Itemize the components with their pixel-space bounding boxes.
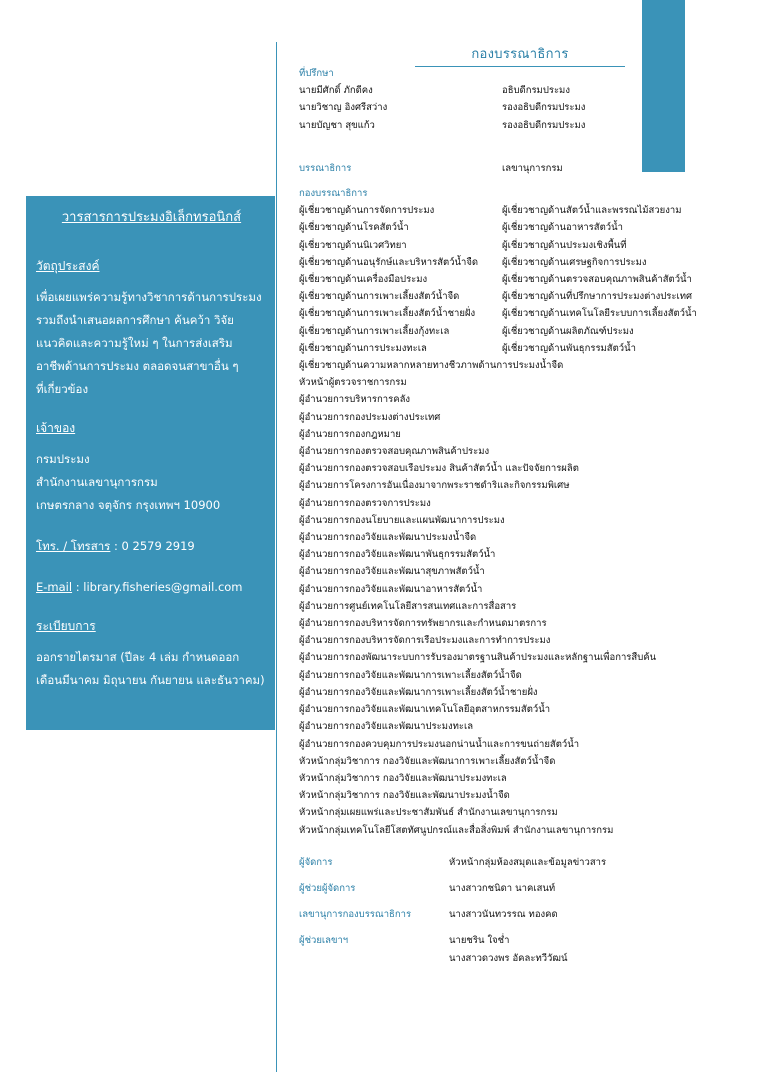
staff-row: เลขานุการกองบรรณาธิการ นางสาวนันทวรรณ ทองคด bbox=[299, 909, 558, 920]
board-member-line: ผู้อำนวยการกองวิจัยและพัฒนาสุขภาพสัตว์น้ำ bbox=[299, 566, 485, 578]
objective-heading: วัตถุประสงค์ bbox=[36, 259, 100, 273]
editor-value: เลขานุการกรม bbox=[502, 163, 563, 174]
info-sidebar bbox=[26, 196, 275, 730]
board-member-line: ผู้อำนวยการกองกฎหมาย bbox=[299, 428, 401, 440]
objective-text: เพื่อเผยแพร่ความรู้ทางวิชาการด้านการประมง รวมถึงนำเสนอผลการศึกษา ค้นคว้า วิจัย แนวคิดและความรู้ใหม่ ๆ ในการส่งเสริม อาชีพด้านการประมง ตลอดจนสาขาอื่น ๆ ที่เกี่ยวข้อง bbox=[36, 290, 262, 396]
board-member-line: ผู้เชี่ยวชาญด้านความหลากหลายทางชีวภาพด้านการประมงน้ำจืด bbox=[299, 360, 564, 372]
page-title: กองบรรณาธิการ bbox=[471, 47, 569, 62]
board-member-line: ผู้อำนวยการกองบริหารจัดการทรัพยากรและกำหนดมาตรการ bbox=[299, 618, 547, 630]
board-singles bbox=[299, 357, 697, 839]
board-section bbox=[299, 185, 697, 839]
board-member-line: หัวหน้าผู้ตรวจราชการกรม bbox=[299, 377, 407, 389]
advisor-row: นายบัญชา สุขแก้ว รองอธิบดีกรมประมง bbox=[299, 119, 586, 131]
board-member-line: หัวหน้ากลุ่มเทคโนโลยีโสตทัศนูปกรณ์และสื่อสิ่งพิมพ์ สำนักงานเลขานุการกรม bbox=[299, 824, 614, 836]
owner-heading: เจ้าของ bbox=[36, 421, 76, 435]
advisor-row: นายมีศักดิ์ ภักดีคง อธิบดีกรมประมง bbox=[299, 85, 570, 97]
board-pair-row: ผู้เชี่ยวชาญด้านโรคสัตว์น้ำ ผู้เชี่ยวชาญด้านอาหารสัตว์น้ำ bbox=[299, 222, 623, 234]
top-accent-block bbox=[642, 0, 685, 172]
board-member-line: ผู้อำนวยการกองวิจัยและพัฒนาเทคโนโลยีอุตสาหกรรมสัตว์น้ำ bbox=[299, 704, 551, 716]
board-member-line: หัวหน้ากลุ่มวิชาการ กองวิจัยและพัฒนาการเพาะเลี้ยงสัตว์น้ำจืด bbox=[299, 755, 556, 767]
vertical-divider bbox=[276, 42, 277, 1072]
board-member-line: ผู้อำนวยการกองตรวจสอบคุณภาพสินค้าประมง bbox=[299, 446, 490, 458]
board-pair-row: ผู้เชี่ยวชาญด้านเครื่องมือประมง ผู้เชี่ยวชาญด้านตรวจสอบคุณภาพสินค้าสัตว์น้ำ bbox=[299, 274, 692, 286]
email-label: E-mail bbox=[36, 580, 73, 594]
board-member-line: ผู้อำนวยการกองวิจัยและพัฒนาอาหารสัตว์น้ำ bbox=[299, 583, 483, 595]
advisors-label: ที่ปรึกษา bbox=[299, 68, 334, 79]
board-pair-row: ผู้เชี่ยวชาญด้านอนุรักษ์และบริหารสัตว์น้ำจืด ผู้เชี่ยวชาญด้านเศรษฐกิจการประมง bbox=[299, 256, 647, 268]
board-pair-row: ผู้เชี่ยวชาญด้านการประมงทะเล ผู้เชี่ยวชาญด้านพันธุกรรมสัตว์น้ำ bbox=[299, 342, 636, 354]
board-member-line: ผู้อำนวยการกองนโยบายและแผนพัฒนาการประมง bbox=[299, 514, 505, 526]
board-member-line: ผู้อำนวยการบริหารการคลัง bbox=[299, 394, 411, 406]
board-pairs bbox=[299, 202, 697, 357]
board-pair-row: ผู้เชี่ยวชาญด้านการเพาะเลี้ยงกุ้งทะเล ผู้เชี่ยวชาญด้านผลิตภัณฑ์ประมง bbox=[299, 325, 634, 337]
board-pair-row: ผู้เชี่ยวชาญด้านนิเวศวิทยา ผู้เชี่ยวชาญด้านประมงเชิงพื้นที่ bbox=[299, 239, 627, 251]
board-member-line: หัวหน้ากลุ่มวิชาการ กองวิจัยและพัฒนาประมงทะเล bbox=[299, 772, 507, 784]
board-member-line: ผู้อำนวยการกองพัฒนาระบบการรับรองมาตรฐานสินค้าประมงและหลักฐานเพื่อการสืบค้น bbox=[299, 652, 657, 664]
staff-row: ผู้ช่วยผู้จัดการ นางสาวกชนิดา นาคเสนท์ bbox=[299, 883, 556, 894]
board-member-line: หัวหน้ากลุ่มเผยแพร่และประชาสัมพันธ์ สำนักงานเลขานุการกรม bbox=[299, 807, 558, 819]
board-member-line: ผู้อำนวยการศูนย์เทคโนโลยีสารสนเทศและการสื่อสาร bbox=[299, 600, 517, 612]
board-pair-row: ผู้เชี่ยวชาญด้านการเพาะเลี้ยงสัตว์น้ำจืด ผู้เชี่ยวชาญด้านที่ปรึกษาการประมงต่างประเทศ bbox=[299, 291, 693, 303]
staff-row: ผู้จัดการ หัวหน้ากลุ่มห้องสมุดและข้อมูลข่าวสาร bbox=[299, 857, 607, 868]
staff-row: ผู้ช่วยเลขาฯ นายชริน ใจช่ำ bbox=[299, 935, 510, 946]
schedule-heading: ระเบียบการ bbox=[36, 619, 96, 633]
advisors-section bbox=[299, 65, 585, 134]
board-pair-row: ผู้เชี่ยวชาญด้านการเพาะเลี้ยงสัตว์น้ำชายฝั่ง ผู้เชี่ยวชาญด้านเทคโนโลยีระบบการเลี้ยงสัตว์น้ำ bbox=[299, 308, 697, 320]
board-member-line: ผู้อำนวยการกองบริหารจัดการเรือประมงและการทำการประมง bbox=[299, 635, 551, 647]
email-value: : library.fisheries@gmail.com bbox=[72, 580, 243, 594]
board-member-line: ผู้อำนวยการกองวิจัยและพัฒนาพันธุกรรมสัตว์น้ำ bbox=[299, 549, 496, 561]
advisor-row: นายวิชาญ อิงศรีสว่าง รองอธิบดีกรมประมง bbox=[299, 102, 586, 114]
editor-label: บรรณาธิการ bbox=[299, 163, 352, 174]
board-member-line: ผู้อำนวยการกองวิจัยและพัฒนาประมงทะเล bbox=[299, 721, 474, 733]
board-member-line: ผู้อำนวยการกองควบคุมการประมงนอกน่านน้ำและการขนถ่ายสัตว์น้ำ bbox=[299, 738, 580, 750]
phone-value: : 0 2579 2919 bbox=[110, 539, 195, 553]
board-label: กองบรรณาธิการ bbox=[299, 188, 368, 199]
board-member-line: หัวหน้ากลุ่มวิชาการ กองวิจัยและพัฒนาประมงน้ำจืด bbox=[299, 790, 510, 802]
board-member-line: ผู้อำนวยการกองวิจัยและพัฒนาการเพาะเลี้ยงสัตว์น้ำจืด bbox=[299, 669, 522, 681]
board-member-line: ผู้อำนวยการโครงการอันเนื่องมาจากพระราชดำริและกิจกรรมพิเศษ bbox=[299, 480, 570, 492]
staff-section bbox=[299, 850, 606, 972]
board-pair-row: ผู้เชี่ยวชาญด้านการจัดการประมง ผู้เชี่ยวชาญด้านสัตว์น้ำและพรรณไม้สวยงาม bbox=[299, 205, 682, 217]
schedule-text: ออกรายไตรมาส (ปีละ 4 เล่ม กำหนดออก เดือนมีนาคม มิถุนายน กันยายน และธันวาคม) bbox=[36, 650, 265, 687]
board-member-line: ผู้อำนวยการกองตรวจการประมง bbox=[299, 497, 431, 509]
staff-row: นางสาวดวงพร อัคละทวีวัฒน์ bbox=[449, 953, 568, 964]
board-member-line: ผู้อำนวยการกองวิจัยและพัฒนาประมงน้ำจืด bbox=[299, 532, 477, 544]
editor-section bbox=[299, 160, 563, 177]
board-member-line: ผู้อำนวยการกองวิจัยและพัฒนาการเพาะเลี้ยงสัตว์น้ำชายฝั่ง bbox=[299, 686, 538, 698]
board-member-line: ผู้อำนวยการกองตรวจสอบเรือประมง สินค้าสัตว์น้ำ และปัจจัยการผลิต bbox=[299, 463, 579, 475]
email-line bbox=[36, 576, 267, 599]
owner-text: กรมประมง สำนักงานเลขานุการกรม เกษตรกลาง จตุจักร กรุงเทพฯ 10900 bbox=[36, 452, 221, 512]
board-member-line: ผู้อำนวยการกองประมงต่างประเทศ bbox=[299, 411, 441, 423]
journal-title: วารสารการประมงอิเล็กทรอนิกส์ bbox=[61, 210, 242, 225]
phone-label: โทร. / โทรสาร bbox=[36, 539, 111, 553]
phone-line bbox=[36, 535, 267, 558]
